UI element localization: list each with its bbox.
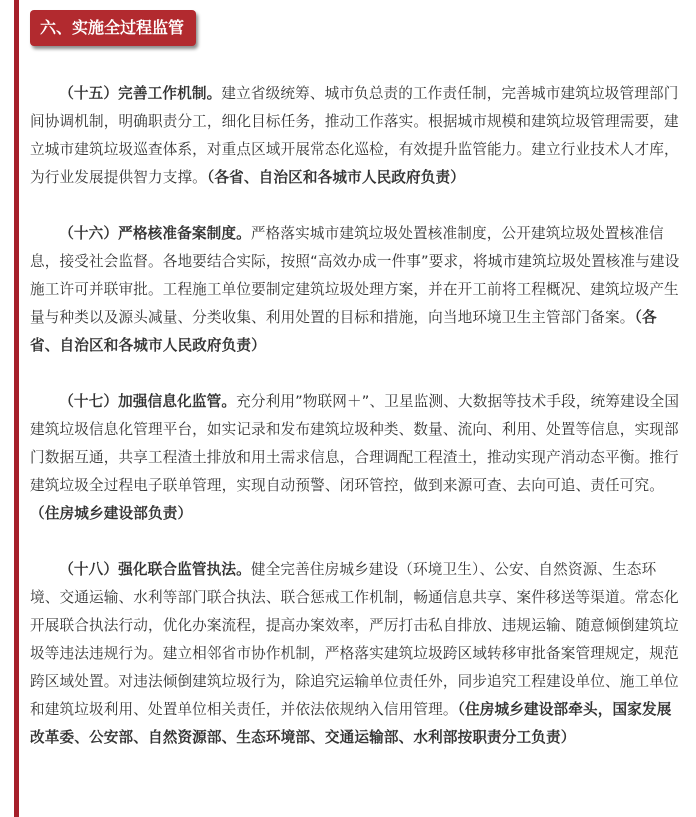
paragraph-16	[30, 220, 684, 360]
paragraph-body: 建立省级统筹、城市负总责的工作责任制，完善城市建筑垃圾管理部门间协调机制，明确职责分工，细化目标任务，推动工作落实。根据城市规模和建筑垃圾管理需要，建立城市建筑垃圾巡查体系，对重点区域开展常态化巡检，有效提升监管能力。建立行业技术人才库，为行业发展提供智力支撑。	[30, 85, 679, 186]
section-title: 六、实施全过程监管	[40, 18, 185, 37]
paragraph-heading: （十八）强化联合监管执法。	[59, 561, 251, 578]
article-content	[30, 0, 684, 752]
section-title-badge	[30, 10, 196, 46]
paragraph-17	[30, 388, 684, 528]
paragraph-responsible: （住房城乡建设部牵头，国家发展改革委、公安部、自然资源部、生态环境部、交通运输部、水利部按职责分工负责）	[30, 701, 672, 746]
paragraph-18	[30, 556, 684, 752]
paragraph-heading: （十五）完善工作机制。	[59, 85, 222, 102]
paragraph-responsible: （各省、自治区和各城市人民政府负责）	[206, 169, 466, 186]
paragraph-heading: （十六）严格核准备案制度。	[59, 225, 251, 242]
paragraph-body: 充分利用”物联网＋”、卫星监测、大数据等技术手段，统筹建设全国建筑垃圾信息化管理平台，如实记录和发布建筑垃圾种类、数量、流向、利用、处置等信息，实现部门数据互通，共享工程渣土排放和用土需求信息，合理调配工程渣土，推动实现产消动态平衡。推行建筑垃圾全过程电子联单管理，实现自动预警、闭环管控，做到来源可查、去向可追、责任可究。	[30, 393, 680, 494]
paragraph-body: 健全完善住房城乡建设（环境卫生）、公安、自然资源、生态环境、交通运输、水利等部门联合执法、联合惩戒工作机制，畅通信息共享、案件移送等渠道。常态化开展联合执法行动，优化办案流程，提高办案效率，严厉打击私自排放、违规运输、随意倾倒建筑垃圾等违法违规行为。建立相邻省市协作机制，严格落实建筑垃圾跨区域转移审批备案管理规定，规范跨区域处置。对违法倾倒建筑垃圾行为，除追究运输单位责任外，同步追究工程建设单位、施工单位和建筑垃圾利用、处置单位相关责任，并依法依规纳入信用管理。	[30, 561, 679, 718]
paragraph-body: 严格落实城市建筑垃圾处置核准制度，公开建筑垃圾处置核准信息，接受社会监督。各地要结合实际，按照“高效办成一件事”要求，将城市建筑垃圾处置核准与建设施工许可并联审批。工程施工单位要制定建筑垃圾处理方案，并在开工前将工程概况、建筑垃圾产生量与种类以及源头减量、分类收集、利用处置的目标和措施，向当地环境卫生主管部门备案。	[30, 225, 680, 326]
paragraph-responsible: （各省、自治区和各城市人民政府负责）	[30, 309, 657, 354]
paragraph-15	[30, 80, 684, 192]
left-accent-bar	[14, 0, 19, 817]
paragraph-responsible: （住房城乡建设部负责）	[30, 505, 193, 522]
paragraph-heading: （十七）加强信息化监管。	[59, 393, 237, 410]
